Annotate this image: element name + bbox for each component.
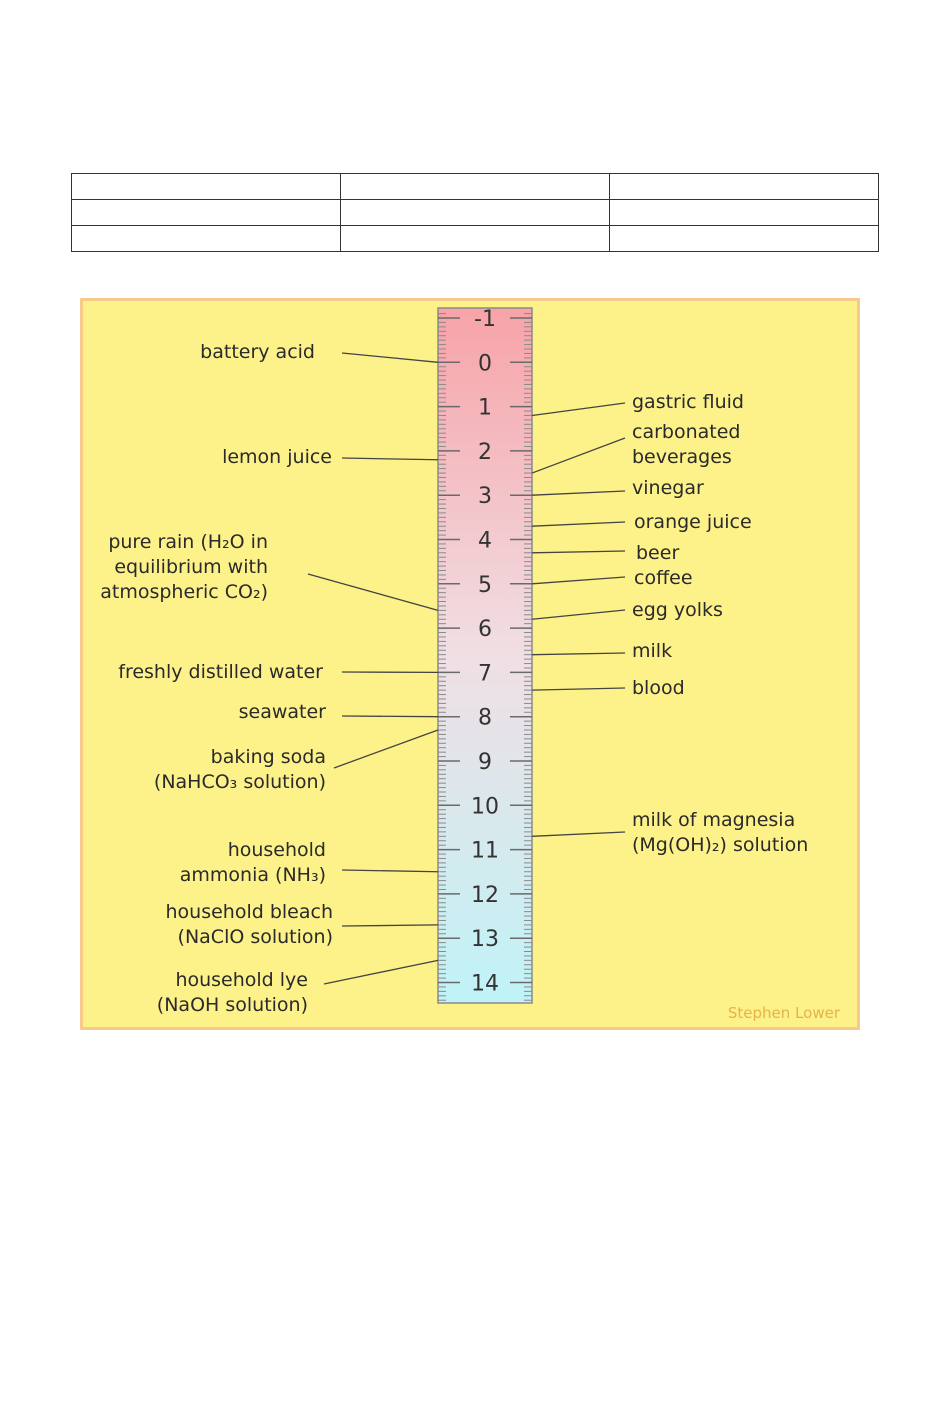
left-item-label-line: household bleach xyxy=(165,901,333,923)
right-item-label-line: orange juice xyxy=(634,511,752,533)
right-item-label-line: vinegar xyxy=(632,477,704,499)
table-cell xyxy=(610,226,879,252)
right-leader-line xyxy=(532,577,625,584)
ph-scale-diagram xyxy=(80,298,860,1030)
tick-label: 14 xyxy=(471,971,499,997)
tick-label: 9 xyxy=(478,750,492,775)
left-item-label-line: household lye xyxy=(175,969,308,991)
ph-scale-figure xyxy=(80,298,860,1030)
tick-label: 3 xyxy=(478,484,492,510)
left-item-label xyxy=(118,661,323,683)
tick-label: 1 xyxy=(478,395,492,421)
right-item-label-line: blood xyxy=(632,677,685,699)
tick-label: 11 xyxy=(471,838,499,864)
right-item-label-line: coffee xyxy=(634,567,693,589)
right-item-label xyxy=(632,421,740,468)
left-item-label-line: (NaClO solution) xyxy=(177,926,333,948)
tick-label: 13 xyxy=(471,927,499,953)
left-leader-line xyxy=(342,716,438,717)
right-leader-line xyxy=(532,653,625,655)
left-item-label-line: seawater xyxy=(238,701,326,723)
tick-label: 6 xyxy=(478,617,492,643)
right-item-label-line: beer xyxy=(636,542,680,564)
left-item-label-line: atmospheric CO₂) xyxy=(100,581,268,603)
left-leader-line xyxy=(342,458,438,460)
table-cell xyxy=(72,226,341,252)
tick-label: 2 xyxy=(478,439,492,465)
left-item-label xyxy=(154,746,326,793)
left-leader-line xyxy=(342,870,438,872)
tick-label: 4 xyxy=(478,528,492,554)
credit-text: Stephen Lower xyxy=(727,1004,840,1022)
table-cell xyxy=(341,174,610,200)
right-item-label xyxy=(632,391,744,413)
left-item-label xyxy=(200,341,315,363)
left-item-label-line: (NaOH solution) xyxy=(156,994,308,1016)
empty-table xyxy=(71,173,879,252)
table-row xyxy=(72,174,879,200)
table-row xyxy=(72,226,879,252)
right-leader-line xyxy=(532,522,625,526)
left-item-label xyxy=(100,531,268,603)
left-leader-line xyxy=(324,960,438,984)
right-item-label xyxy=(634,567,693,589)
right-item-label-line: milk xyxy=(632,640,673,662)
tick-label: -1 xyxy=(474,307,496,332)
right-item-label-line: egg yolks xyxy=(632,599,723,621)
left-item-label-line: battery acid xyxy=(200,341,315,363)
right-leader-line xyxy=(532,438,625,473)
tick-label: 12 xyxy=(471,882,499,908)
left-item-label xyxy=(165,901,333,948)
right-leader-line xyxy=(532,688,625,690)
left-item-label-line: pure rain (H₂O in xyxy=(108,531,268,553)
right-item-label xyxy=(632,677,685,699)
tick-label: 7 xyxy=(478,661,492,687)
left-item-label-line: (NaHCO₃ solution) xyxy=(153,771,326,793)
right-item-label xyxy=(634,511,752,533)
right-leader-line xyxy=(532,491,625,495)
tick-label: 8 xyxy=(478,705,492,731)
right-leader-line xyxy=(532,610,625,619)
left-item-label xyxy=(157,969,308,1016)
left-item-label-line: baking soda xyxy=(210,746,326,768)
right-item-label-line: beverages xyxy=(632,446,732,468)
left-leader-line xyxy=(342,925,438,926)
right-item-label xyxy=(632,477,704,499)
left-leader-line xyxy=(334,730,438,768)
right-item-label xyxy=(636,542,679,564)
left-item-label-line: equilibrium with xyxy=(114,556,268,578)
right-item-label-line: carbonated xyxy=(632,421,741,443)
left-item-label-line: freshly distilled water xyxy=(118,661,323,683)
left-item-label xyxy=(180,839,326,886)
left-item-label xyxy=(239,701,327,723)
right-leader-line xyxy=(532,551,625,553)
table-cell xyxy=(610,174,879,200)
right-item-label-line: milk of magnesia xyxy=(632,809,796,831)
right-item-label-line: (Mg(OH)₂) solution xyxy=(632,834,809,856)
right-item-label xyxy=(632,640,672,662)
right-item-label-line: gastric fluid xyxy=(632,391,744,413)
left-item-label-line: ammonia (NH₃) xyxy=(179,864,326,886)
tick-label: 0 xyxy=(478,351,492,377)
table-cell xyxy=(72,174,341,200)
right-item-label xyxy=(632,599,723,621)
table-cell xyxy=(72,200,341,226)
left-item-label xyxy=(222,446,332,468)
tick-label: 5 xyxy=(478,572,492,598)
right-item-label xyxy=(632,809,808,856)
table-row xyxy=(72,200,879,226)
left-leader-line xyxy=(308,574,438,610)
tick-label: 10 xyxy=(471,794,499,820)
right-leader-line xyxy=(532,403,625,415)
left-item-label-line: lemon juice xyxy=(222,446,332,468)
left-leader-line xyxy=(342,353,438,362)
right-leader-line xyxy=(532,832,625,836)
left-item-label-line: household xyxy=(227,839,326,861)
table-cell xyxy=(341,226,610,252)
table-cell xyxy=(610,200,879,226)
table-cell xyxy=(341,200,610,226)
